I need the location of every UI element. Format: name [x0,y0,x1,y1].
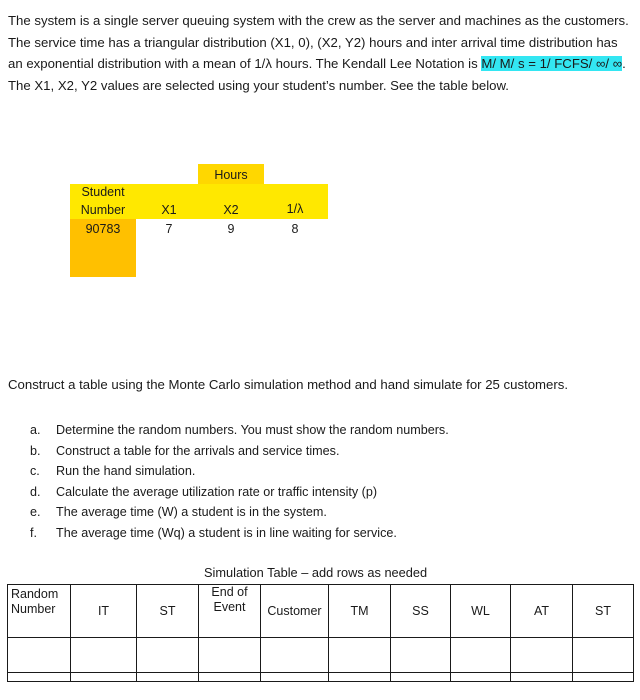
question-text: Construct a table for the arrivals and service times. [56,443,340,458]
table-cell[interactable] [511,638,573,673]
question-item [30,441,449,462]
header-random-number [8,585,71,638]
question-item [30,523,449,544]
student-label-line2: Number [80,203,126,217]
question-text: The average time (Wq) a student is in line waiting for service. [56,525,397,540]
lambda-value: 8 [291,222,299,236]
student-number-value: 90783 [85,222,121,236]
x2-value: 9 [227,222,235,236]
question-letter: f. [30,525,37,540]
table-cell[interactable] [71,638,137,673]
table-cell[interactable] [573,673,634,682]
table-cell[interactable] [329,673,391,682]
table-cell[interactable] [8,638,71,673]
problem-text-part1: The system is a single server queuing system with the crew as the server and machines as the customers. The service time has a triangular distribution (X1, 0), (X2, Y2) hours and inter arrival time distribution has an exponential distribution with a mean of 1/λ hours. The Kendall Lee Notation is [8,13,629,71]
problem-text-part2: . The X1, X2, Y2 values are selected using your student’s number. See the table below. [8,56,626,93]
construct-instruction: Construct a table using the Monte Carlo simulation method and hand simulate for 25 customers. [8,377,569,392]
question-list [30,420,449,544]
table-row [8,673,634,682]
table-row [8,638,634,673]
header-wl: WL [451,585,511,638]
header-random-line1: Random [11,587,59,601]
header-ss: SS [391,585,451,638]
header-random-line2: Number [11,602,56,616]
table-cell[interactable] [137,638,199,673]
simulation-table [7,584,634,682]
x2-label: X2 [223,203,239,217]
question-item [30,502,449,523]
table-cell[interactable] [199,673,261,682]
question-item [30,482,449,503]
question-item [30,420,449,441]
question-text: Determine the random numbers. You must show the random numbers. [56,423,449,437]
question-letter: c. [30,464,40,479]
lambda-label: 1/λ [286,202,304,216]
problem-statement [8,10,634,96]
table-cell[interactable] [511,673,573,682]
x1-label: X1 [161,203,177,217]
question-text: Run the hand simulation. [56,464,196,479]
table-cell[interactable] [391,638,451,673]
hours-header: Hours [198,164,264,186]
header-st: ST [137,585,199,638]
student-label-line1: Student [81,185,125,199]
question-letter: b. [30,443,41,458]
table-cell[interactable] [451,638,511,673]
question-item [30,461,449,482]
table-cell[interactable] [261,638,329,673]
table-cell[interactable] [573,638,634,673]
table-cell[interactable] [8,673,71,682]
table-cell[interactable] [71,673,137,682]
table-cell[interactable] [391,673,451,682]
simulation-table-title: Simulation Table – add rows as needed [204,565,428,580]
header-eoe-line1: End of [211,585,248,599]
header-customer: Customer [261,585,329,638]
header-end-of-event [199,585,261,638]
question-text: Calculate the average utilization rate or traffic intensity (p) [56,484,378,499]
header-st-2: ST [573,585,634,638]
question-letter: a. [30,423,41,437]
kendall-notation-highlight: M/ M/ s = 1/ FCFS/ ∞/ ∞ [481,56,623,71]
simulation-header-row [8,585,634,638]
header-eoe-line2: Event [213,600,246,614]
table-cell[interactable] [261,673,329,682]
header-at: AT [511,585,573,638]
header-tm: TM [329,585,391,638]
question-letter: e. [30,505,41,520]
table-cell[interactable] [199,638,261,673]
question-letter: d. [30,484,41,499]
problem-paragraph [8,10,634,96]
x1-value: 7 [165,222,173,236]
table-cell[interactable] [451,673,511,682]
table-cell[interactable] [329,638,391,673]
table-cell[interactable] [137,673,199,682]
question-text: The average time (W) a student is in the system. [56,505,327,520]
header-it: IT [71,585,137,638]
